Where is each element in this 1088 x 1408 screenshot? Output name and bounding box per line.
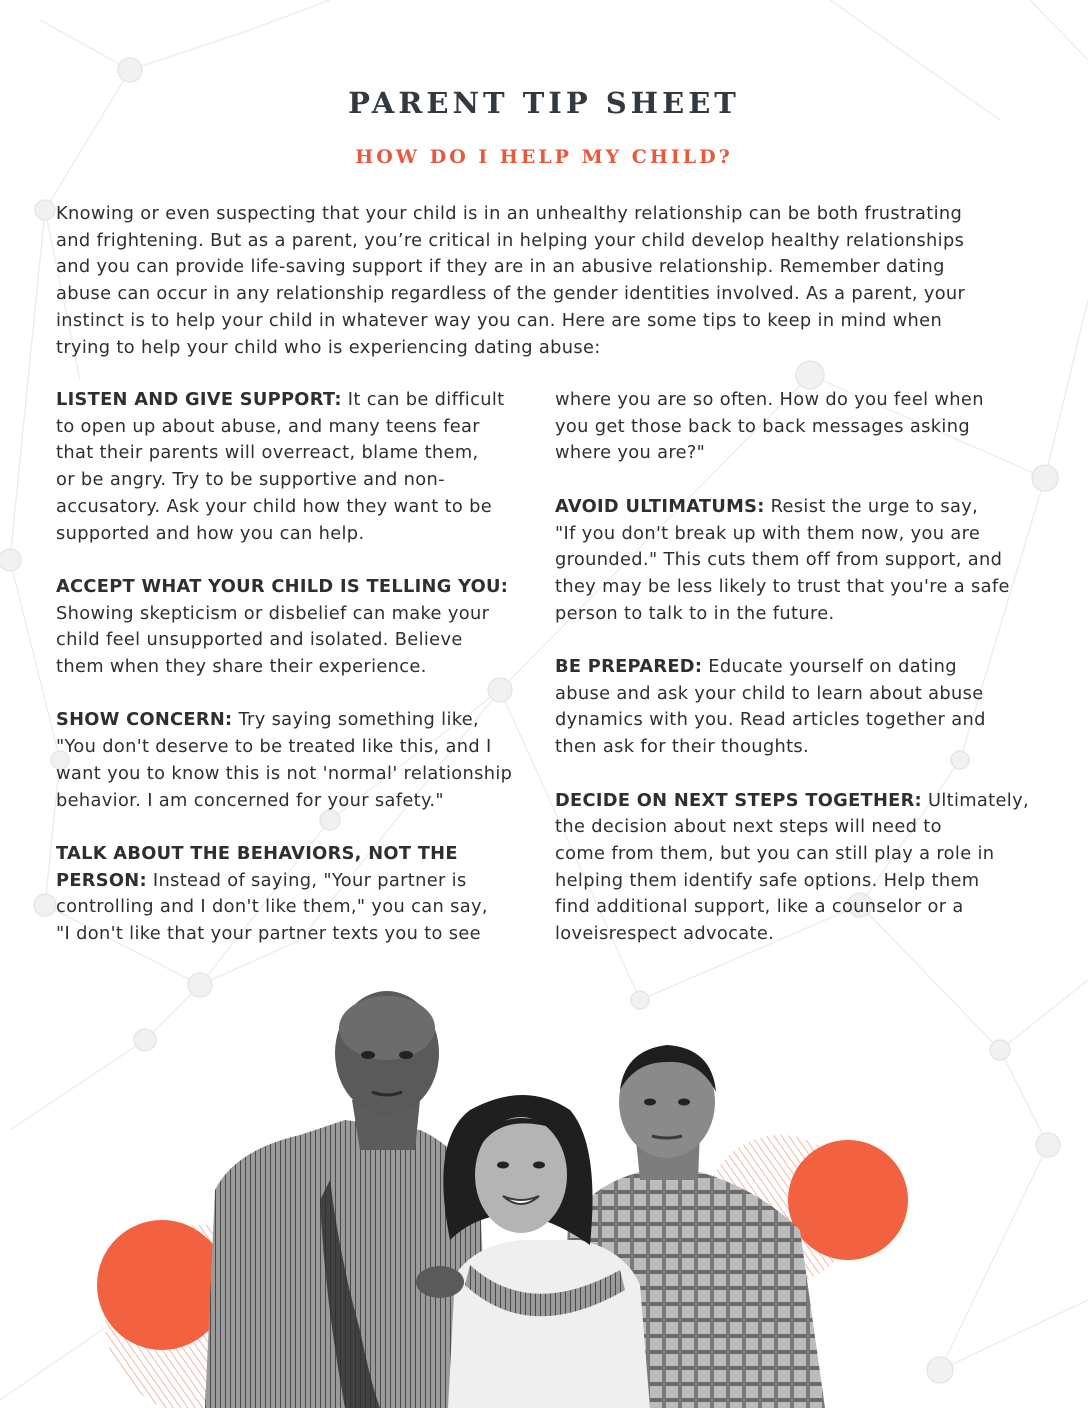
tip-text: "I don't like that your partner texts you to see [56,923,481,945]
tip-heading: SHOW CONCERN: [56,709,233,731]
intro-line: abuse can occur in any relationship regardless of the gender identities involved. As a parent, your [56,283,966,305]
tip-heading: PERSON: [56,869,147,891]
tip-text: "If you don't break up with them now, you are [555,522,981,544]
tip-text: "You don't deserve to be treated like this, and I [56,736,492,758]
tip-next-steps [555,788,1045,948]
tip-text: accusatory. Ask your child how they want to be [56,495,493,517]
tip-ultimatums [555,494,1045,628]
tip-prepared [555,654,1045,761]
tip-listen [56,387,540,547]
tip-text: child feel unsupported and isolated. Believe [56,629,463,651]
tip-text: you get those back to back messages asking [555,415,970,437]
tip-text: they may be less likely to trust that you're a safe [555,575,1010,597]
tip-text: that their parents will overreact, blame them, [56,442,479,464]
tip-text: Educate yourself on dating [702,656,957,677]
tip-heading: BE PREPARED: [555,656,703,677]
tip-text: It can be difficult [341,389,505,410]
page-title: PARENT TIP SHEET [348,86,740,120]
tip-text: controlling and I don't like them," you can say, [56,896,488,918]
tips-left-column [56,387,540,948]
tip-text: where you are?" [555,442,706,464]
tip-text: find additional support, like a counselor or a [555,896,964,918]
tip-text: supported and how you can help. [56,522,365,544]
tip-text: Showing skepticism or disbelief can make your [56,602,490,624]
tip-heading: DECIDE ON NEXT STEPS TOGETHER: [555,789,922,811]
tip-text: Resist the urge to say, [764,495,979,517]
tip-text: want you to know this is not 'normal' relationship [56,762,513,784]
tip-accept [56,574,540,681]
tip-text: or be angry. Try to be supportive and non- [56,469,445,491]
tip-text: Instead of saying, "Your partner is [146,869,467,891]
tip-text: dynamics with you. Read articles together and [555,709,986,731]
tip-text: then ask for their thoughts. [555,736,810,758]
intro-line: and frightening. But as a parent, you’re critical in helping your child develop healthy relationships [56,229,965,251]
intro-line: Knowing or even suspecting that your child is in an unhealthy relationship can be both frustrating [56,203,963,224]
tip-heading: TALK ABOUT THE BEHAVIORS, NOT THE [56,842,458,864]
tip-behaviors [56,841,540,948]
tip-text: abuse and ask your child to learn about abuse [555,682,984,704]
tip-text: loveisrespect advocate. [555,923,775,945]
tip-text: Try saying something like, [232,709,480,731]
tip-text: them when they share their experience. [56,656,427,678]
intro-line: instinct is to help your child in whatever way you can. Here are some tips to keep in mind when [56,309,943,331]
tip-text: the decision about next steps will need to [555,816,942,838]
tip-text: Ultimately, [921,789,1029,811]
tip-text: come from them, but you can still play a role in [555,842,995,864]
tip-text: person to talk to in the future. [555,602,835,624]
tips-right-column [555,387,1045,948]
tip-text: behavior. I am concerned for your safety." [56,789,444,811]
family-photo [0,990,1088,1408]
tip-behaviors-continued [555,387,1045,467]
tip-text: grounded." This cuts them off from support, and [555,549,1003,571]
tip-text: to open up about abuse, and many teens fear [56,415,480,437]
tip-text: where you are so often. How do you feel when [555,389,984,410]
tip-heading: AVOID ULTIMATUMS: [555,495,765,517]
tip-text: helping them identify safe options. Help them [555,869,980,891]
page-subtitle: HOW DO I HELP MY CHILD? [355,146,733,168]
intro-paragraph [56,201,1036,361]
tip-heading: LISTEN AND GIVE SUPPORT: [56,389,342,410]
intro-line: and you can provide life-saving support if they are in an abusive relationship. Remember dating [56,256,945,278]
intro-line: trying to help your child who is experiencing dating abuse: [56,336,601,358]
tip-heading: ACCEPT WHAT YOUR CHILD IS TELLING YOU: [56,575,509,597]
tip-concern [56,707,540,814]
